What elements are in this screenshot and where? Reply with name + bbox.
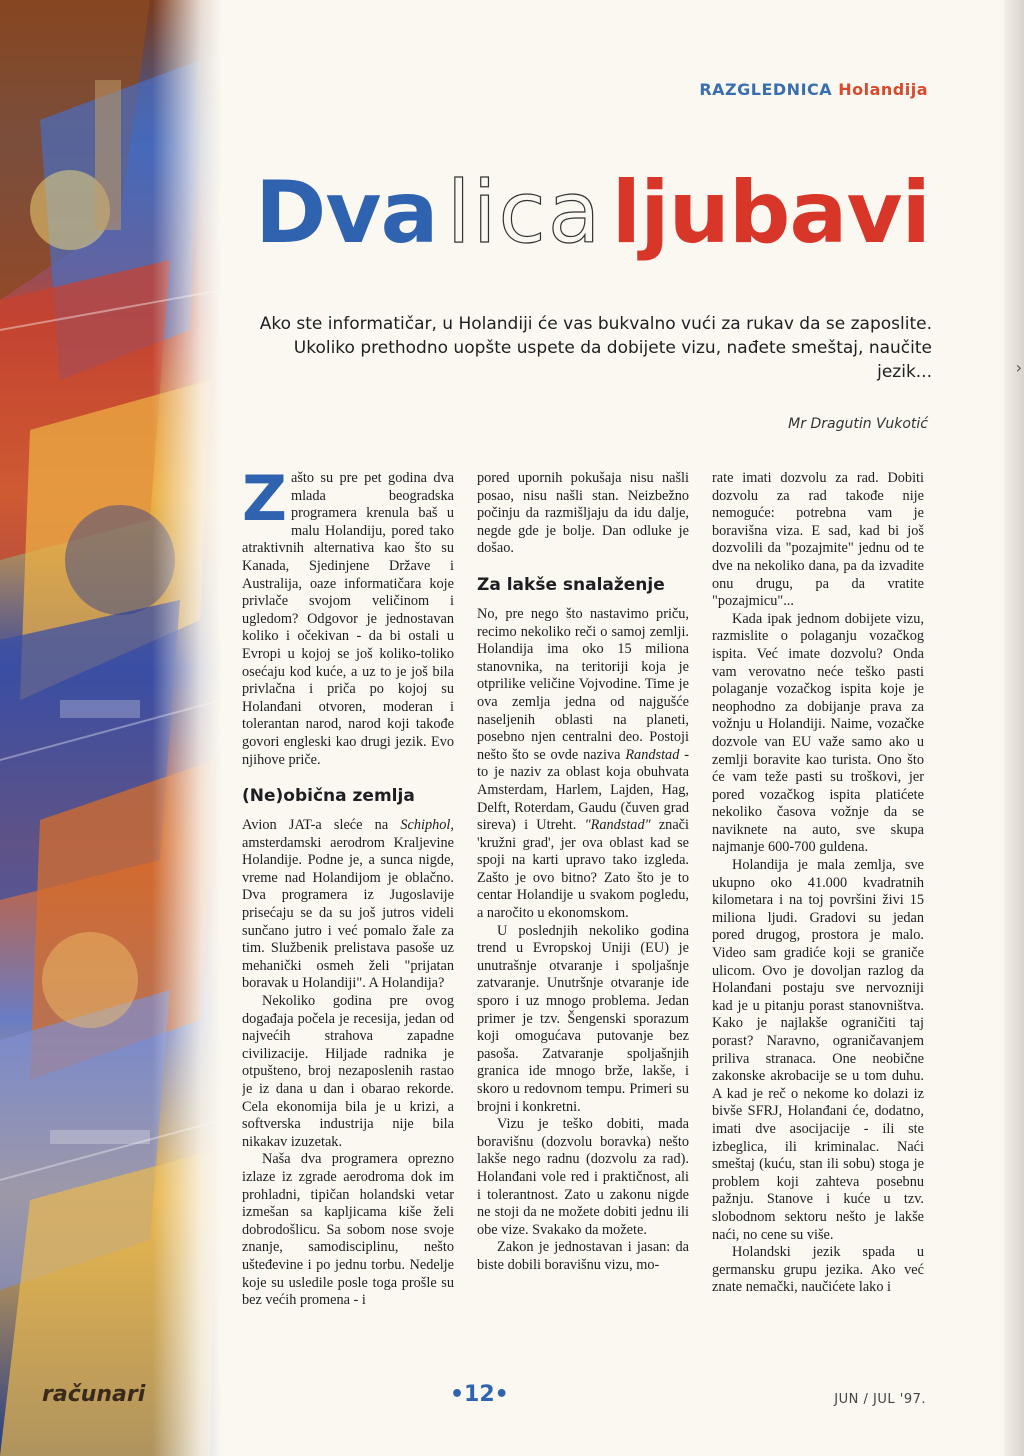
- magazine-logo: računari: [42, 1382, 146, 1407]
- section-label: [699, 80, 928, 99]
- section-country: Holandija: [838, 80, 928, 99]
- paragraph: Vizu je teško dobiti, mada boravišnu (dozvolu boravka) nešto lakše nego radnu (dozvolu za rad). Holanđani vole red i praktičnost, ali i tolerantnost. Zato u zakonu nigde ne stoji da ne možete dobiti jednu ili obe vize. Svakako da možete.: [477, 1116, 689, 1238]
- article-column-2: [477, 470, 689, 1350]
- article-headline: [255, 163, 930, 290]
- article-column-1: [242, 470, 454, 1350]
- next-page-arrow-icon: ›: [1015, 358, 1022, 377]
- intro-paragraph: Zašto su pre pet godina dva mlada beogradska programera krenula baš u malu Holandiju, pored tako atraktivnih alternativa kao što su Kanada, Sjedinjene Države i Australija, oaze informatičara koje privlače svojom veličinom i ugledom? Odgovor je jednostavan koliko i očekivan - da bi ostali u Evropi u kojoj se još koliko-toliko osećaju kod kuće, a uz to je još bila privlačna i priča po kojoj su Holanđani otvoren, moderan i tolerantan narod, narod koji takođe govori engleski kao drugi jezik. Evo njihove priče.: [242, 470, 454, 768]
- headline-word-3: ljubavi: [611, 163, 930, 263]
- headline-word-2: lica: [446, 163, 603, 263]
- author-byline: Mr Dragutin Vukotić: [788, 416, 928, 432]
- page-gutter: [1004, 0, 1024, 1456]
- paragraph: Avion JAT-a sleće na Schiphol, amsterdamski aerodrom Kraljevine Holandije. Podne je, a sunca nigde, vreme nad Holandijom je oblačno. Dva programera iz Jugoslavije prisećaju se da su još jutros videli sunčano jutro i već pomalo žale za tim. Službenik prelistava pasoše uz mehanički osmeh želi "prijatan boravak u Holandiji". A Holandija?: [242, 817, 454, 992]
- paragraph: U poslednjih nekoliko godina trend u Evropskoj Uniji (EU) je unutrašnje otvaranje i spoljašnje zatvaranje. Unutršnje otvaranje ide sporo i uz mnogo problema. Jedan primer je tzv. Šengenski sporazum koji omogućava putovanje bez pasoša. Zatvaranje spoljašnjih granica ide mnogo brže, lakše, i skoro u redovnom tempu. Primeri su brojni i konkretni.: [477, 922, 689, 1115]
- subheading-neobicna-zemlja: (Ne)obična zemlja: [242, 786, 415, 807]
- decorative-artwork-strip: [0, 0, 222, 1456]
- lead-line-1: Ako ste informatičar, u Holandiji će vas bukvalno vući za rukav da se zaposlite.: [259, 314, 932, 334]
- paragraph: Holandija je mala zemlja, sve ukupno oko 41.000 kvadratnih kilometara i na toj površini živi 15 miliona ljudi. Gradovi su jedan pored drugog, prostora je malo. Video sam gradiće koji se graniče ulicom. Ovo je dovoljan razlog da Holanđani postaju sve nervozniji kad je u pitanju porast stanovništva. Kako je najlakše ograničiti taj porast? Naravno, ograničavanjem priliva stranaca. One neobične zakonske akrobacije se u tom duhu. A kad je reč o nekome ko dolazi iz bivše SFRJ, Holanđani će, dodatno, imati dve asocijacije - ili ste izbeglica, ili kriminalac. Naći smeštaj (kuću, stan ili sobu) stoga je problem koji zahteva posebnu pažnju. Stanove i kuće u tzv. slobodnom sektoru nešto je lakše naći, no cene su više.: [712, 857, 924, 1243]
- paragraph: Zakon je jednostavan i jasan: da biste dobili boravišnu vizu, mo-: [477, 1239, 689, 1273]
- paragraph: rate imati dozvolu za rad. Dobiti dozvolu za rad takođe nije nemoguće: potrebna vam je boravišna viza. E sad, kad bi još dozvolili da "pozajmite" jednu od te dve na nekoliko dana, pa da izvadite onu drugu, pa da vratite "pozajmicu"...: [712, 470, 924, 610]
- paragraph: Nekoliko godina pre ovog događaja počela je recesija, jedan od najvećih strahova zapadne civilizacije. Hiljade radnika je otpušteno, broj nezaposlenih rastao je iz dana u dan i obarao rekorde. Cela ekonomija bila je u krizi, a softverska industrija nije bila nikakav izuzetak.: [242, 993, 454, 1150]
- paragraph: No, pre nego što nastavimo priču, recimo nekoliko reči o samoj zemlji. Holandija ima oko 15 miliona stanovnika, na teritoriji koja je otprilike veličine Vojvodine. Time je ova zemlja jedna od najgušće naseljenih oblasti na planeti, posebno njen centralni deo. Postoji nešto što se ovde naziva Randstad - to je naziv za oblast koja obuhvata Amsterdam, Harlem, Lajden, Hag, Delft, Roterdam, Gaudu (čuven grad sireva) i Utreht. "Randstad" znači 'kružni grad', jer ova oblast kad se spoji na karti upravo tako izgleda. Zašto je ovo bitno? Zato što je to centar Holandije u svakom pogledu, a naročito u ekonomskom.: [477, 605, 689, 922]
- section-name: RAZGLEDNICA: [699, 80, 833, 99]
- artwork-fade-overlay: [152, 0, 222, 1456]
- subheading-za-lakse-snalazenje: Za lakše snalaženje: [477, 574, 665, 595]
- drop-cap: Z: [242, 470, 287, 535]
- page-number: •12•: [450, 1382, 509, 1407]
- lead-line-2: Ukoliko prethodno uopšte uspete da dobijete vizu, nađete smeštaj, naučite jezik...: [293, 338, 932, 382]
- paragraph: Kada ipak jednom dobijete vizu, razmislite o polaganju vozačkog ispita. Već imate dozvolu? Onda vam verovatno neće teško pasti polaganje vozačkog ispita koje je neophodno za dobijanje prava za vožnju u Holandiji. Naime, vozačke dozvole van EU važe samo ako u zemlji boravite kao turista. Ono što će vam teže pasti su troškovi, jer pored vozačkog ispita platićete nekoliko časova vožnje da se naviknete na auto, sve skupa najmanje 600-700 guldena.: [712, 610, 924, 856]
- paragraph: Naša dva programera oprezno izlaze iz zgrade aerodroma dok im prohladni, tipičan holandski vetar izmešan sa kapljicama kiše želi dobrodošlicu. Sa sobom nose svoje znanje, samodisciplinu, nešto ušteđevine i po jednu torbu. Nedelje koje su usledile posle toga prošle su bez većih promena - i: [242, 1151, 454, 1309]
- article-lead: [242, 312, 932, 384]
- article-column-3: [712, 470, 924, 1350]
- headline-word-1: Dva: [255, 163, 438, 263]
- issue-date: JUN / JUL '97.: [834, 1392, 926, 1407]
- paragraph: Holandski jezik spada u germansku grupu jezika. Ako već znate nemački, naučićete lako i: [712, 1244, 924, 1296]
- paragraph: pored upornih pokušaja nisu našli posao, nisu našli stan. Neizbežno počinju da razmišljaju da idu dalje, negde gde je bolje. Dan odluke je došao.: [477, 470, 689, 557]
